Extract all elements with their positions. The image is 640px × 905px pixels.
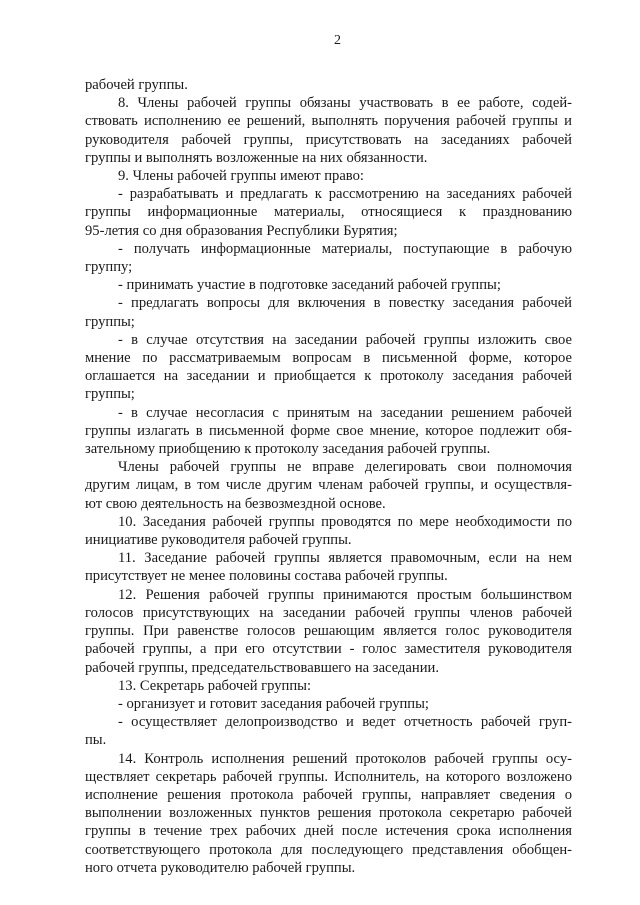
text-line: мнение по рассматриваемым вопросам в письменной форме, которое	[85, 350, 572, 367]
text-line: - предлагать вопросы для включения в повестку заседания рабочей	[118, 295, 572, 312]
text-line: зательному приобщению к протоколу заседания рабочей группы.	[85, 441, 491, 458]
text-line: - осуществляет делопроизводство и ведет отчетность рабочей груп-	[118, 714, 572, 731]
text-line: Члены рабочей группы не вправе делегировать свои полномочия	[118, 459, 572, 476]
text-line: 9. Члены рабочей группы имеют право:	[118, 168, 364, 185]
text-line: группы;	[85, 313, 135, 330]
text-line: группы в течение трех рабочих дней после истечения срока исполнения	[85, 823, 572, 840]
text-line: руководителя рабочей группы, присутствовать на заседаниях рабочей	[85, 131, 572, 148]
text-line: группы. При равенстве голосов решающим является голос руководителя	[85, 623, 572, 640]
text-line: 13. Секретарь рабочей группы:	[118, 677, 312, 694]
text-line: - разрабатывать и предлагать к рассмотрению на заседаниях рабочей	[118, 186, 572, 203]
text-line: голосов присутствующих на заседании рабочей группы членов рабочей	[85, 604, 572, 621]
text-line: рабочей группы, председательствовавшего на заседании.	[85, 659, 439, 676]
text-line: оглашается на заседании и приобщается к протоколу заседания рабочей	[85, 368, 572, 385]
text-line: группы излагать в письменной форме свое мнение, которое подлежит обя-	[85, 422, 572, 439]
text-line: другим лицам, в том числе другим членам рабочей группы, и осуществля-	[85, 477, 572, 494]
text-line: 11. Заседание рабочей группы является правомочным, если на нем	[118, 550, 572, 567]
text-line: ществляет секретарь рабочей группы. Исполнитель, на которого возложено	[85, 768, 572, 785]
text-line: рабочей группы.	[85, 77, 188, 93]
text-line: 8. Члены рабочей группы обязаны участвовать в ее работе, содей-	[118, 95, 572, 112]
text-line: 14. Контроль исполнения решений протоколов рабочей группы осу-	[118, 750, 572, 767]
text-line: инициативе руководителя рабочей группы.	[85, 532, 352, 549]
text-line: выполнении возложенных пунктов решения протокола секретарю рабочей	[85, 805, 572, 822]
text-line: соответствующего протокола для последующего представления обобщен-	[85, 841, 572, 858]
text-line: 10. Заседания рабочей группы проводятся по мере необходимости по	[118, 513, 572, 530]
text-line: группы и выполнять возложенные на них обязанности.	[85, 149, 428, 166]
text-line: - организует и готовит заседания рабочей группы;	[118, 695, 429, 712]
text-line: - принимать участие в подготовке заседаний рабочей группы;	[118, 277, 501, 294]
text-line: ют свою деятельность на безвозмездной основе.	[85, 495, 386, 512]
text-line: группу;	[85, 259, 133, 276]
text-line: рабочей группы, а при его отсутствии - голос заместителя руководителя	[85, 641, 572, 658]
text-line: группы информационные материалы, относящиеся к празднованию	[85, 204, 572, 221]
text-line: - в случае отсутствия на заседании рабочей группы изложить свое	[118, 331, 572, 348]
text-line: ного отчета руководителю рабочей группы.	[85, 859, 356, 876]
text-line: ствовать исполнению ее решений, выполнять поручения рабочей группы и	[85, 113, 572, 130]
text-line: присутствует не менее половины состава рабочей группы.	[85, 568, 448, 585]
text-line: - в случае несогласия с принятым на заседании решением рабочей	[118, 404, 572, 421]
text-line: 95-летия со дня образования Республики Бурятия;	[85, 222, 398, 239]
text-line: - получать информационные материалы, поступающие в рабочую	[118, 240, 572, 257]
document-body	[85, 76, 572, 877]
page-number: 2	[334, 33, 341, 48]
text-line: исполнение решения протокола рабочей группы, направляет сведения о	[85, 786, 572, 803]
text-line: 12. Решения рабочей группы принимаются простым большинством	[118, 586, 572, 603]
text-line: группы;	[85, 386, 135, 403]
text-line: пы.	[85, 732, 107, 749]
